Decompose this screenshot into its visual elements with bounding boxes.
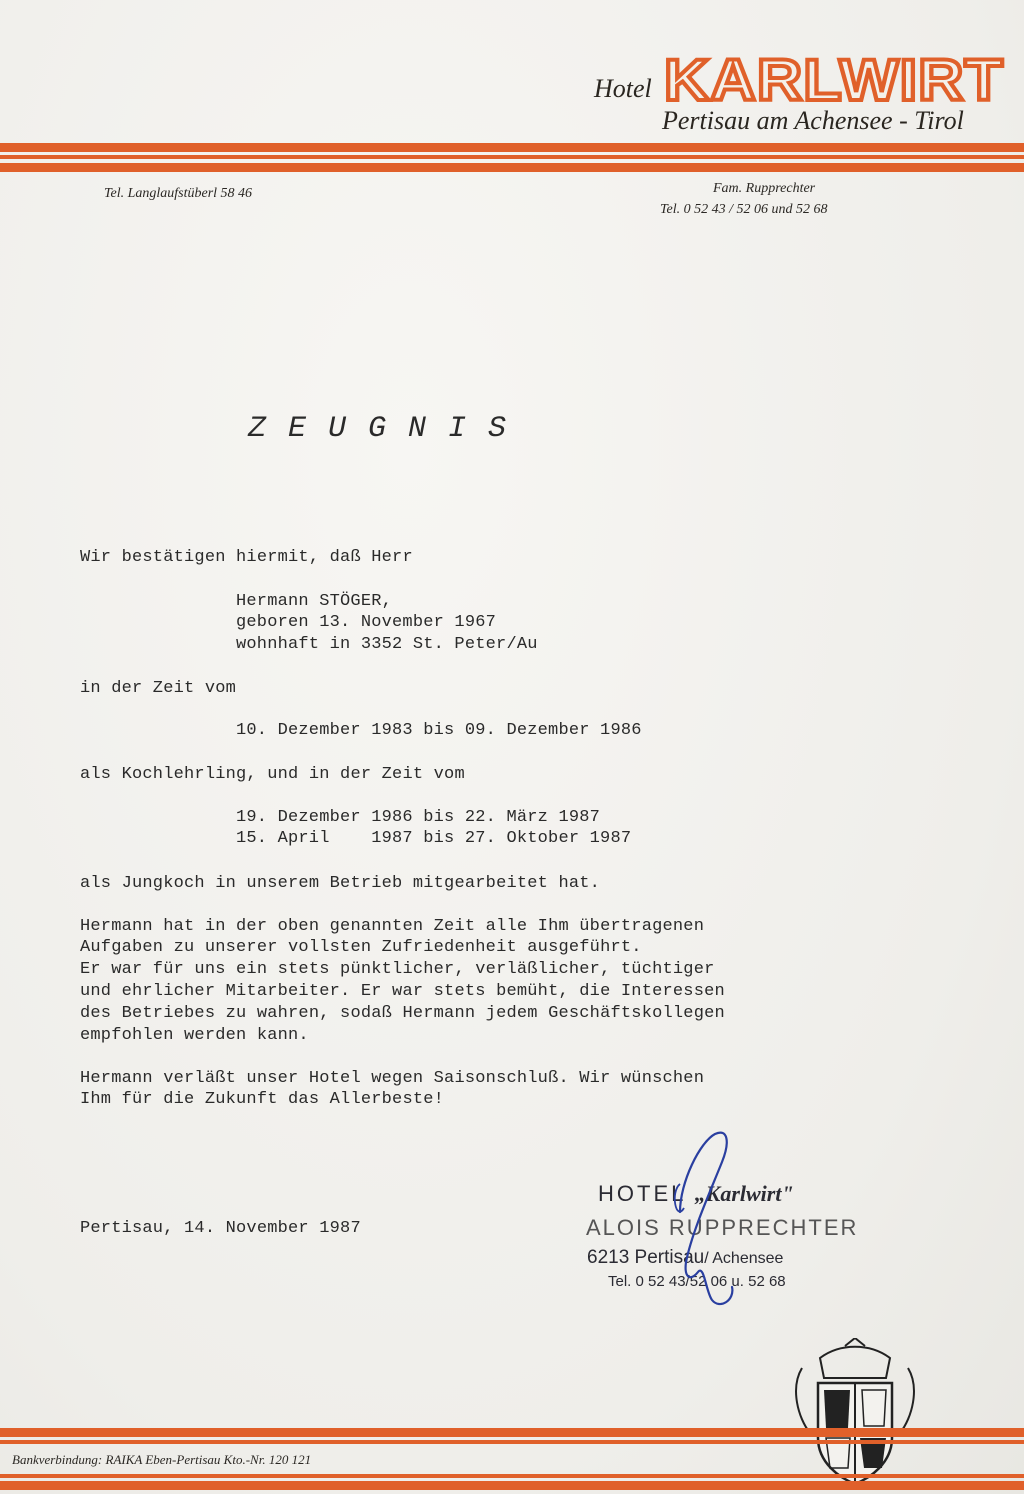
body-line: empfohlen werden kann. <box>80 1026 309 1045</box>
footer-stripe <box>0 1428 1024 1444</box>
right-contact-phone: Tel. 0 52 43 / 52 06 und 52 68 <box>660 202 828 217</box>
header-stripe <box>0 143 1024 159</box>
handwritten-signature <box>640 1122 760 1322</box>
stamp-line-4: Tel. 0 52 43/52 06 u. 52 68 <box>608 1273 786 1290</box>
letterhead-place: Pertisau am Achensee - Tirol <box>662 106 964 135</box>
coat-of-arms-icon <box>790 1338 920 1488</box>
document-title: ZEUGNIS <box>248 412 529 446</box>
body-line: und ehrlicher Mitarbeiter. Er war stets bemüht, die Interessen <box>80 982 725 1001</box>
body-line: des Betriebes zu wahren, sodaß Hermann jedem Geschäftskollegen <box>80 1004 725 1023</box>
body-line: Er war für uns ein stets pünktlicher, verläßlicher, tüchtiger <box>80 960 715 979</box>
bank-details: Bankverbindung: RAIKA Eben-Pertisau Kto.-Nr. 120 121 <box>12 1452 312 1467</box>
karlwirt-logo <box>664 50 1009 108</box>
letterhead-hotel-label: Hotel <box>594 74 652 103</box>
body-line: Wir bestätigen hiermit, daß Herr <box>80 548 413 567</box>
right-contact-name: Fam. Rupprechter <box>713 181 816 196</box>
footer-stripe-lower <box>0 1474 1024 1490</box>
body-line: wohnhaft in 3352 St. Peter/Au <box>236 635 538 654</box>
body-line: 19. Dezember 1986 bis 22. März 1987 <box>236 808 601 827</box>
body-line: Ihm für die Zukunft das Allerbeste! <box>80 1090 445 1109</box>
stamp-line-3: 6213 Pertisau/ Achensee <box>587 1247 784 1268</box>
body-line: als Kochlehrling, und in der Zeit vom <box>80 765 465 784</box>
body-line: in der Zeit vom <box>80 679 237 698</box>
svg-text:KARLWIRT: KARLWIRT <box>664 50 1004 108</box>
body-line: Hermann STÖGER, <box>236 592 393 611</box>
header-stripe-lower <box>0 163 1024 172</box>
body-line: Hermann verläßt unser Hotel wegen Saisonschluß. Wir wünschen <box>80 1069 705 1088</box>
body-line: Aufgaben zu unserer vollsten Zufriedenheit ausgeführt. <box>80 938 642 957</box>
body-line: 10. Dezember 1983 bis 09. Dezember 1986 <box>236 721 642 740</box>
body-line: 15. April 1987 bis 27. Oktober 1987 <box>236 829 632 848</box>
body-line: geboren 13. November 1967 <box>236 613 497 632</box>
stamp-line-2: ALOIS RUPPRECHTER <box>586 1215 859 1240</box>
place-date: Pertisau, 14. November 1987 <box>80 1219 361 1238</box>
body-line: als Jungkoch in unserem Betrieb mitgearbeitet hat. <box>80 874 601 893</box>
left-contact: Tel. Langlaufstüberl 58 46 <box>104 186 253 201</box>
stamp-line-1: HOTEL „Karlwirt" <box>598 1181 794 1206</box>
body-line: Hermann hat in der oben genannten Zeit alle Ihm übertragenen <box>80 917 705 936</box>
